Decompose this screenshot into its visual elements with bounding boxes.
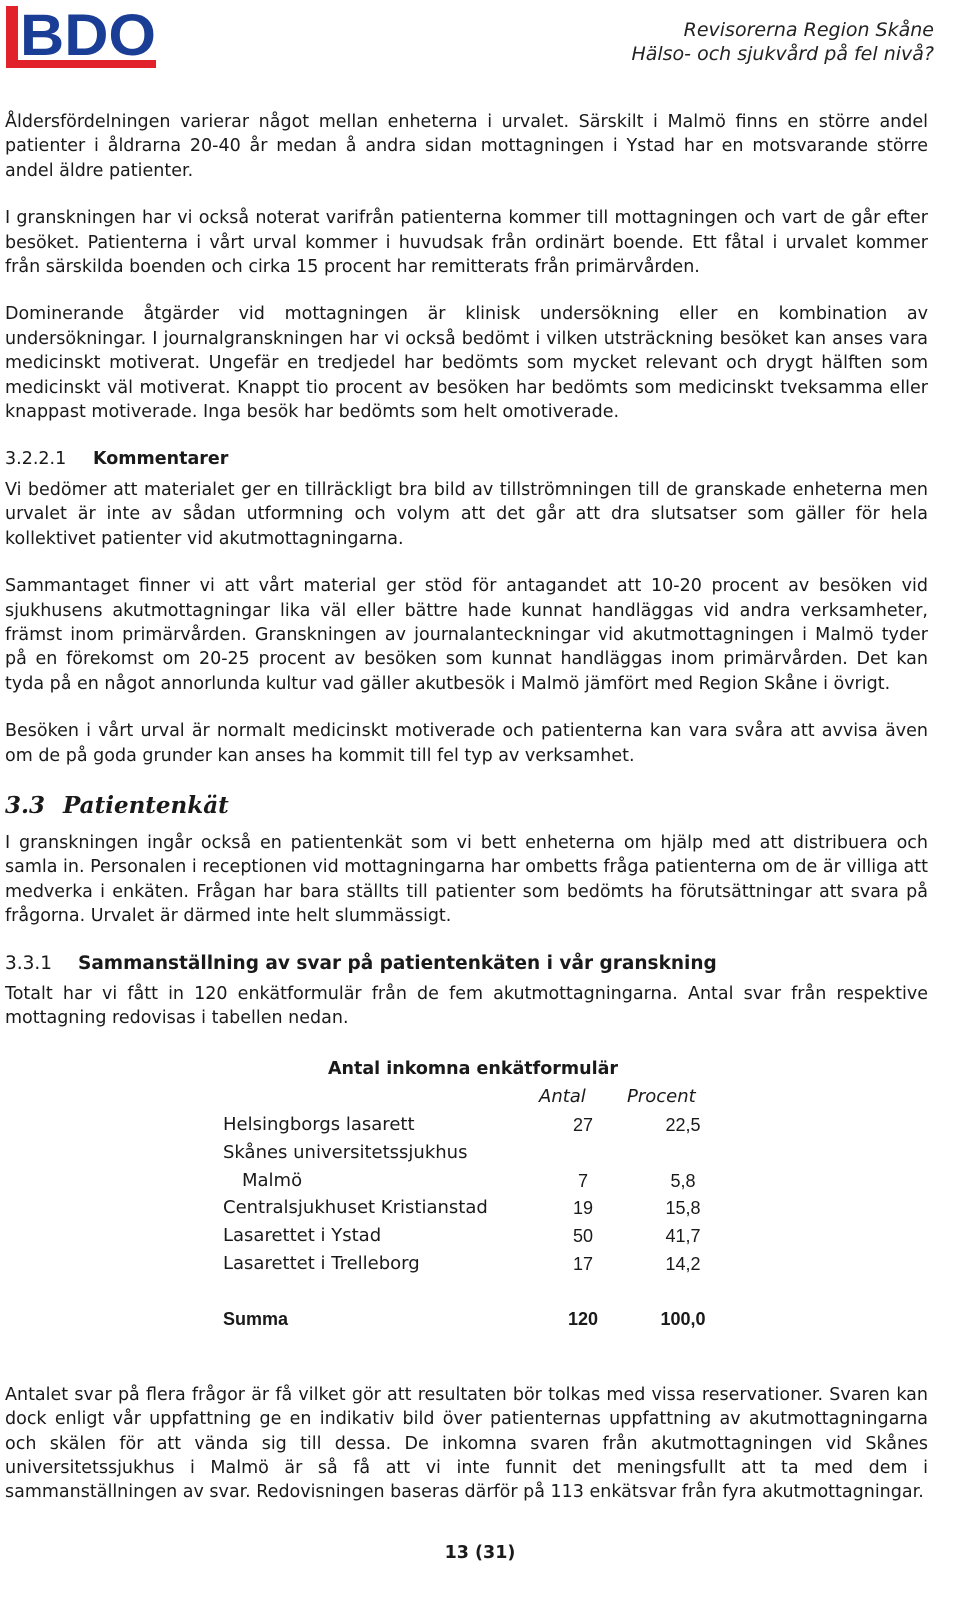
- paragraph-5: Sammantaget finner vi att vårt material ger stöd för antagandet att 10-20 procent av besöken vid sjukhusens akutmottagningar lika väl eller bättre hade kunnat handläggas vid andra verksamheter, främst inom primärvården. Granskningen av journalanteckningar vid akutmottagningen i Malmö tyder på en förekomst om 20-25 procent av besöken som kunnat handläggas inom primärvården. Det kan tyda på en något annorlunda kultur vad gäller akutbesök i Malmö jämfört med Region Skåne i övrigt.: [5, 576, 928, 694]
- row-antal: 27: [572, 1114, 594, 1135]
- heading-3221: [5, 447, 928, 471]
- table-row: [223, 1196, 723, 1224]
- row-antal: 19: [572, 1197, 594, 1218]
- table-row: [223, 1113, 723, 1141]
- row-label: Helsingborgs lasarett: [223, 1113, 415, 1135]
- header-line-1: Revisorerna Region Skåne: [683, 19, 934, 41]
- bdo-logo-text: BDO: [20, 6, 156, 68]
- column-header-procent: Procent: [627, 1085, 696, 1107]
- row-label: Centralsjukhuset Kristianstad: [223, 1196, 488, 1218]
- paragraph-6: Besöken i vårt urval är normalt medicinskt motiverade och patienterna kan vara svåra att avvisa även om de på goda grunder kan anses ha kommit till fel typ av verksamhet.: [5, 721, 928, 766]
- heading-331-number: 3.3.1: [5, 952, 53, 974]
- document-body: [5, 110, 928, 1528]
- row-label: Lasarettet i Trelleborg: [223, 1252, 420, 1274]
- row-procent: 14,2: [665, 1253, 701, 1274]
- row-antal: 7: [577, 1170, 588, 1191]
- row-label: Lasarettet i Ystad: [223, 1224, 382, 1246]
- row-procent: 41,7: [665, 1225, 701, 1246]
- paragraph-9: Antalet svar på flera frågor är få vilket gör att resultaten bör tolkas med vissa reservationer. Svaren kan dock enligt vår uppfattning ge en indikativ bild över patienternas uppfattning av akutmottagningarna och skälen för att vända sig till dessa. De inkomna svaren från akutmottagningen vid Skånes universitetssjukhus i Malmö är så få att vi inte funnit det meningsfullt att ta med dem i sammanställningen av svar. Redovisningen baseras därför på 113 enkätsvar från fyra akutmottagningar.: [5, 1384, 928, 1503]
- table-row: [223, 1252, 723, 1280]
- row-label: Malmö: [242, 1169, 303, 1191]
- table-sum-row: [223, 1307, 723, 1335]
- heading-3221-number: 3.2.2.1: [5, 449, 67, 470]
- column-header-antal: Antal: [539, 1085, 586, 1107]
- page-number: 13 (31): [444, 1543, 516, 1563]
- sum-antal: 120: [567, 1308, 599, 1329]
- heading-33-title: Patientenkät: [63, 791, 229, 819]
- heading-331-title: Sammanställning av svar på patientenkäten i vår granskning: [78, 952, 717, 974]
- paragraph-2: I granskningen har vi också noterat varifrån patienterna kommer till mottagningen och vart de går efter besöket. Patienterna i vårt urval kommer i huvudsak från ordinärt boende. Ett fåtal i urvalet kommer från särskilda boenden och cirka 15 procent har remitterats från primärvården.: [5, 208, 928, 278]
- paragraph-8: Totalt har vi fått in 120 enkätformulär från de fem akutmottagningarna. Antal svar från respektive mottagning redovisas i tabellen nedan.: [5, 983, 928, 1029]
- row-antal: 17: [572, 1253, 594, 1274]
- heading-3221-title: Kommentarer: [93, 449, 229, 470]
- heading-33-number: 3.3: [5, 791, 46, 819]
- row-label: Skånes universitetssjukhus: [223, 1141, 468, 1163]
- paragraph-3: Dominerande åtgärder vid mottagningen är klinisk undersökning eller en kombination av undersökningar. I journalgranskningen har vi också bedömt i vilken utsträckning besöket kan anses vara medicinskt motiverat. Ungefär en tredjedel har bedömts som mycket relevant och drygt hälften som medicinskt väl motiverat. Knappt tio procent av besöken har bedömts som medicinskt tveksamma eller knappast motiverade. Inga besök har bedömts som helt omotiverade.: [5, 304, 928, 423]
- survey-table: [5, 1045, 928, 1363]
- heading-331: [5, 952, 928, 976]
- table-row: [223, 1169, 723, 1197]
- table-row: [223, 1224, 723, 1252]
- heading-33: [5, 791, 928, 821]
- bdo-logo: [6, 6, 164, 70]
- page-header: [0, 0, 960, 80]
- header-line-2: Hälso- och sjukvård på fel nivå?: [631, 43, 934, 65]
- row-procent: 22,5: [665, 1114, 701, 1135]
- paragraph-4: Vi bedömer att materialet ger en tillräckligt bra bild av tillströmningen till de granskade enheterna men urvalet är inte av sådan utformning och volym att det går att dra slutsatser som gäller för hela kollektivet patienter vid akutmottagningarna.: [5, 479, 928, 549]
- row-procent: 5,8: [670, 1170, 696, 1191]
- table-row: [223, 1141, 723, 1169]
- header-title: [631, 18, 934, 66]
- sum-label: Summa: [223, 1308, 289, 1329]
- table-title: Antal inkomna enkätformulär: [328, 1058, 619, 1079]
- row-antal: 50: [572, 1225, 594, 1246]
- paragraph-7: I granskningen ingår också en patientenkät som vi bett enheterna om hjälp med att distribuera och samla in. Personalen i receptionen vid mottagningarna har ombetts fråga patienterna om de är villiga att medverka i enkäten. Frågan har bara ställts till patienter som bedömts ha förutsättningar att svara på frågorna. Urvalet är därmed inte helt slummässigt.: [5, 832, 928, 927]
- paragraph-1: Åldersfördelningen varierar något mellan enheterna i urvalet. Särskilt i Malmö finns en större andel patienter i åldrarna 20-40 år medan å andra sidan mottagningen i Ystad har en motsvarande större andel äldre patienter.: [5, 112, 928, 181]
- sum-procent: 100,0: [660, 1308, 706, 1329]
- row-procent: 15,8: [665, 1197, 701, 1218]
